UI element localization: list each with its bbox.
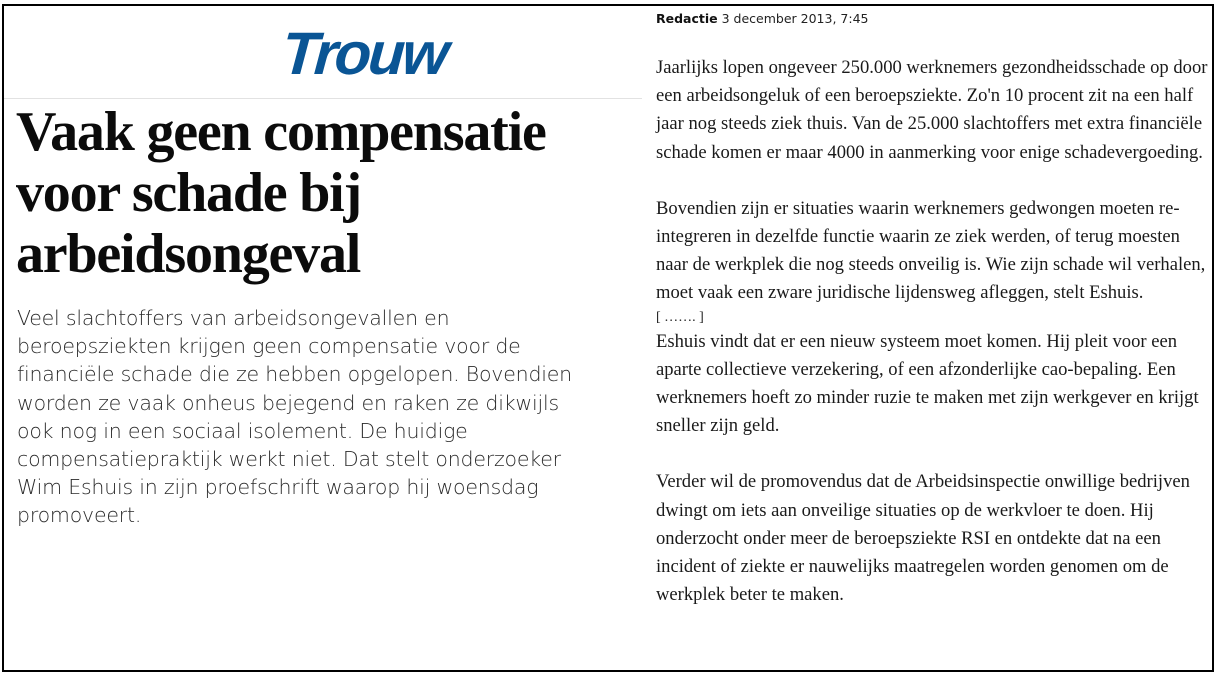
body-paragraph: Jaarlijks lopen ongeveer 250.000 werknemers gezondheidsschade op door een arbeidsongeluk of een beroepsziekte. Zo'n 10 procent zit na een half jaar nog steeds ziek thuis. Van de 25.000 slachtoffers met extra financiële schade komen er maar 4000 in aanmerking voor enige schadevergoeding. (656, 57, 1208, 163)
byline-author[interactable]: Redactie (656, 11, 718, 26)
article-body (656, 54, 1212, 609)
article-headline: Vaak geen compensatie voor schade bij arbeidsongeval (16, 101, 546, 285)
byline (656, 11, 868, 26)
article-frame (2, 4, 1214, 672)
left-column (4, 6, 642, 670)
body-paragraph: Bovendien zijn er situaties waarin werknemers gedwongen moeten re-integreren in dezelfde functie waarin ze ziek werden, of terug moesten naar de werkplek die nog steeds onveilig is. Wie zijn schade wil verhalen, moet vaak een zware juridische lijdensweg afleggen, stelt Eshuis. (656, 197, 1206, 304)
body-paragraph: Verder wil de promovendus dat de Arbeidsinspectie onwillige bedrijven dwingt om iets aan onveilige situaties op de werkvloer te doen. Hij onderzocht onder meer de beroepsziekte RSI en ontdekte dat na een incident of ziekte er nauwelijks maatregelen worden genomen om de werkplek beter te maken. (656, 471, 1190, 606)
article-lede: Veel slachtoffers van arbeidsongevallen en beroepsziekten krijgen geen compensatie voor de financiële schade die ze hebben opgelopen. Bovendien worden ze vaak onheus bejegend en raken ze dikwijls ook nog in een sociaal isolement. De huidige compensatiepraktijk werkt niet. Dat stelt onderzoeker Wim Eshuis in zijn proefschrift waarop hij woensdag promoveert. (17, 306, 572, 528)
trouw-logo[interactable]: Trouw (279, 20, 449, 87)
byline-date: 3 december 2013, 7:45 (721, 11, 869, 26)
omission-marker: [ ……. ] (656, 309, 704, 325)
masthead-divider (4, 98, 642, 99)
right-column (642, 6, 1212, 670)
body-paragraph: Eshuis vindt dat er een nieuw systeem moet komen. Hij pleit voor een aparte collectieve verzekering, of een afzonderlijke cao-bepaling. Een werknemers hoeft zo minder ruzie te maken met zijn werkgever en krijgt sneller zijn geld. (656, 330, 1199, 437)
masthead (4, 6, 642, 98)
